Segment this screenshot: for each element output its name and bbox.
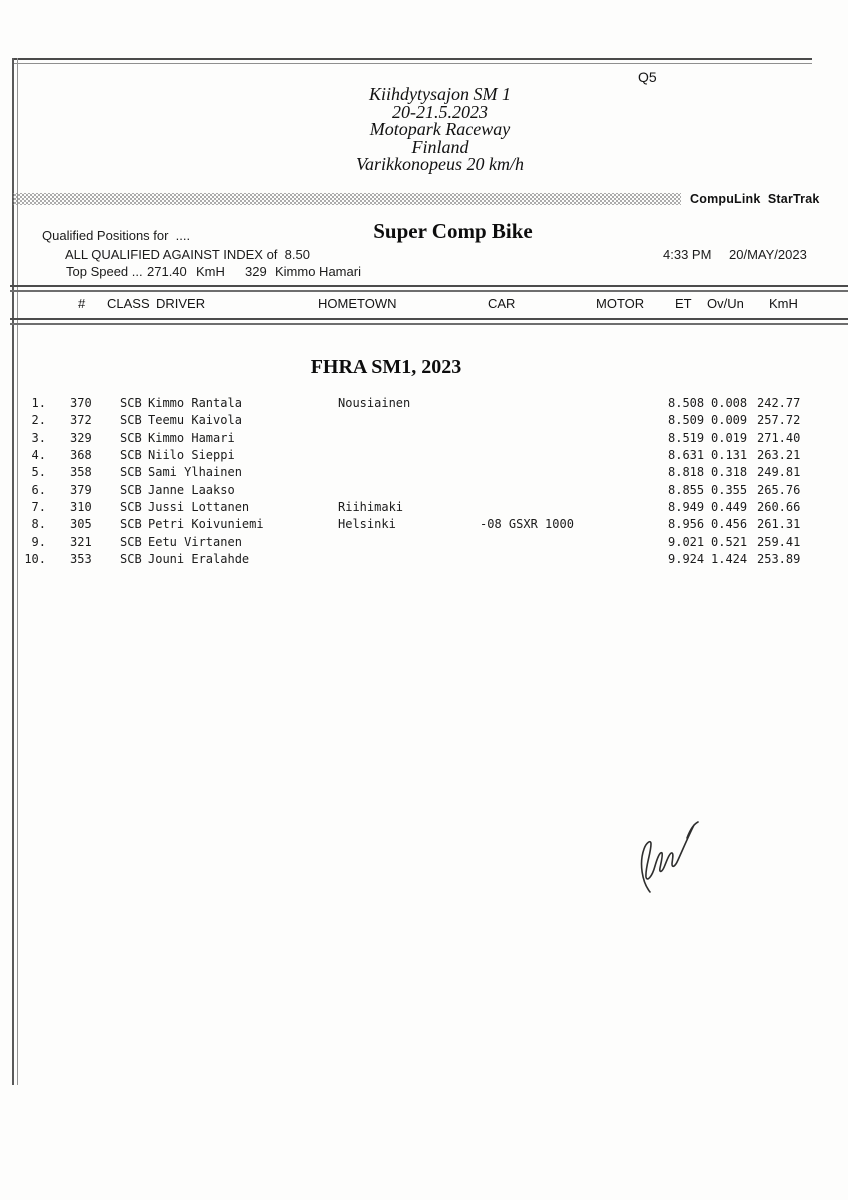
position-cell: 2.	[31, 413, 46, 428]
driver-cell: Kimmo Rantala	[148, 396, 242, 410]
table-row	[0, 552, 848, 569]
car-cell: -08 GSXR 1000	[480, 517, 574, 532]
ovun-cell: 0.456	[711, 517, 748, 532]
position-cell: 7.	[31, 500, 46, 515]
class-cell: SCB	[120, 517, 142, 532]
driver-cell: Kimmo Hamari	[148, 430, 235, 445]
page-border-top	[13, 58, 812, 64]
bike-number-cell: 372	[70, 413, 92, 428]
top-speed-unit: KmH	[196, 264, 225, 279]
ovun-cell: 0.009	[711, 413, 748, 428]
event-header	[275, 86, 605, 174]
class-title: Super Comp Bike	[373, 219, 533, 243]
ovun-cell: 0.318	[711, 465, 748, 480]
kmh-cell: 265.76	[757, 482, 801, 497]
kmh-cell: 242.77	[757, 396, 801, 410]
header-rule-top	[10, 285, 848, 292]
et-cell: 8.508	[668, 396, 705, 410]
class-cell: SCB	[120, 448, 142, 463]
column-header-motor: MOTOR	[596, 296, 645, 311]
class-cell: SCB	[120, 430, 142, 445]
class-cell: SCB	[120, 413, 142, 428]
hometown-cell: Nousiainen	[338, 396, 411, 410]
driver-cell: Eetu Virtanen	[148, 534, 242, 549]
header-rule-bottom	[10, 318, 848, 325]
column-header-number: #	[78, 296, 86, 311]
top-speed-label: Top Speed ...	[66, 264, 143, 279]
signature-scribble-icon	[630, 816, 702, 898]
results-rows	[0, 396, 848, 569]
column-header-ovun: Ov/Un	[707, 296, 744, 311]
event-country: Finland	[411, 136, 469, 157]
class-cell: SCB	[120, 396, 142, 410]
column-header-class: CLASS	[107, 296, 150, 311]
table-row	[0, 500, 848, 517]
position-cell: 3.	[31, 430, 46, 445]
class-cell: SCB	[120, 500, 142, 515]
driver-cell: Teemu Kaivola	[148, 413, 242, 428]
top-speed-bike-number: 329	[245, 264, 267, 279]
bike-number-cell: 329	[70, 430, 92, 445]
event-venue: Motopark Raceway	[369, 119, 511, 140]
top-speed-line	[0, 264, 848, 280]
bike-number-cell: 321	[70, 534, 92, 549]
table-row	[0, 413, 848, 430]
bike-number-cell: 379	[70, 482, 92, 497]
kmh-cell: 261.31	[757, 517, 801, 532]
print-time: 4:33 PM	[663, 247, 712, 262]
driver-cell: Jouni Eralahde	[148, 552, 250, 567]
position-cell: 10.	[24, 552, 46, 567]
kmh-cell: 253.89	[757, 552, 801, 567]
event-title: Kiihdytysajon SM 1	[369, 84, 511, 104]
page-border-left	[12, 58, 18, 1085]
position-cell: 9.	[31, 534, 46, 549]
ovun-cell: 0.019	[711, 430, 748, 445]
event-paddock-speed: Varikkonopeus 20 km/h	[356, 154, 524, 175]
kmh-cell: 271.40	[757, 430, 801, 445]
class-cell: SCB	[120, 482, 142, 497]
kmh-cell: 260.66	[757, 500, 801, 515]
kmh-cell: 249.81	[757, 465, 801, 480]
position-cell: 5.	[31, 465, 46, 480]
bike-number-cell: 370	[70, 396, 92, 410]
halftone-separator	[13, 193, 681, 205]
column-header-row	[0, 296, 848, 312]
column-header-kmh: KmH	[769, 296, 798, 311]
driver-cell: Niilo Sieppi	[148, 448, 235, 463]
class-cell: SCB	[120, 465, 142, 480]
position-cell: 1.	[31, 396, 46, 410]
table-row	[0, 396, 848, 413]
column-header-driver: DRIVER	[156, 296, 206, 311]
table-row	[0, 517, 848, 534]
ovun-cell: 0.131	[711, 448, 748, 463]
bike-number-cell: 368	[70, 448, 92, 463]
column-header-et: ET	[675, 296, 692, 311]
driver-cell: Petri Koivuniemi	[148, 517, 264, 532]
table-row	[0, 431, 848, 448]
event-date: 20-21.5.2023	[392, 101, 488, 122]
kmh-cell: 263.21	[757, 448, 801, 463]
et-cell: 8.949	[668, 500, 705, 515]
index-line: ALL QUALIFIED AGAINST INDEX of 8.50	[65, 247, 310, 262]
et-cell: 9.924	[668, 552, 705, 567]
position-cell: 8.	[31, 517, 46, 532]
table-row	[0, 535, 848, 552]
print-date: 20/MAY/2023	[729, 247, 807, 262]
section-title: FHRA SM1, 2023	[310, 356, 462, 378]
timing-system-brand: CompuLink StarTrak	[690, 192, 820, 206]
position-cell: 6.	[31, 482, 46, 497]
column-header-car: CAR	[488, 296, 516, 311]
bike-number-cell: 358	[70, 465, 92, 480]
kmh-cell: 257.72	[757, 413, 801, 428]
et-cell: 9.021	[668, 534, 705, 549]
bike-number-cell: 353	[70, 552, 92, 567]
top-speed-value: 271.40	[147, 264, 187, 279]
hometown-cell: Riihimaki	[338, 500, 404, 515]
hometown-cell: Helsinki	[338, 517, 396, 532]
et-cell: 8.509	[668, 413, 705, 428]
driver-cell: Jussi Lottanen	[148, 500, 250, 515]
table-row	[0, 465, 848, 482]
ovun-cell: 0.008	[711, 396, 748, 410]
class-cell: SCB	[120, 552, 142, 567]
top-speed-driver: Kimmo Hamari	[275, 264, 361, 279]
ovun-cell: 0.355	[711, 482, 748, 497]
class-cell: SCB	[120, 534, 142, 549]
qualified-positions-label: Qualified Positions for ....	[42, 228, 191, 243]
driver-cell: Sami Ylhainen	[148, 465, 242, 480]
table-row	[0, 483, 848, 500]
et-cell: 8.818	[668, 465, 705, 480]
bike-number-cell: 305	[70, 517, 92, 532]
kmh-cell: 259.41	[757, 534, 801, 549]
driver-cell: Janne Laakso	[148, 482, 235, 497]
et-cell: 8.631	[668, 448, 705, 463]
ovun-cell: 0.521	[711, 534, 748, 549]
table-row	[0, 448, 848, 465]
ovun-cell: 0.449	[711, 500, 748, 515]
session-label: Q5	[638, 69, 657, 85]
bike-number-cell: 310	[70, 500, 92, 515]
column-header-hometown: HOMETOWN	[318, 296, 397, 311]
et-cell: 8.956	[668, 517, 705, 532]
et-cell: 8.855	[668, 482, 705, 497]
et-cell: 8.519	[668, 430, 705, 445]
ovun-cell: 1.424	[711, 552, 748, 567]
position-cell: 4.	[31, 448, 46, 463]
